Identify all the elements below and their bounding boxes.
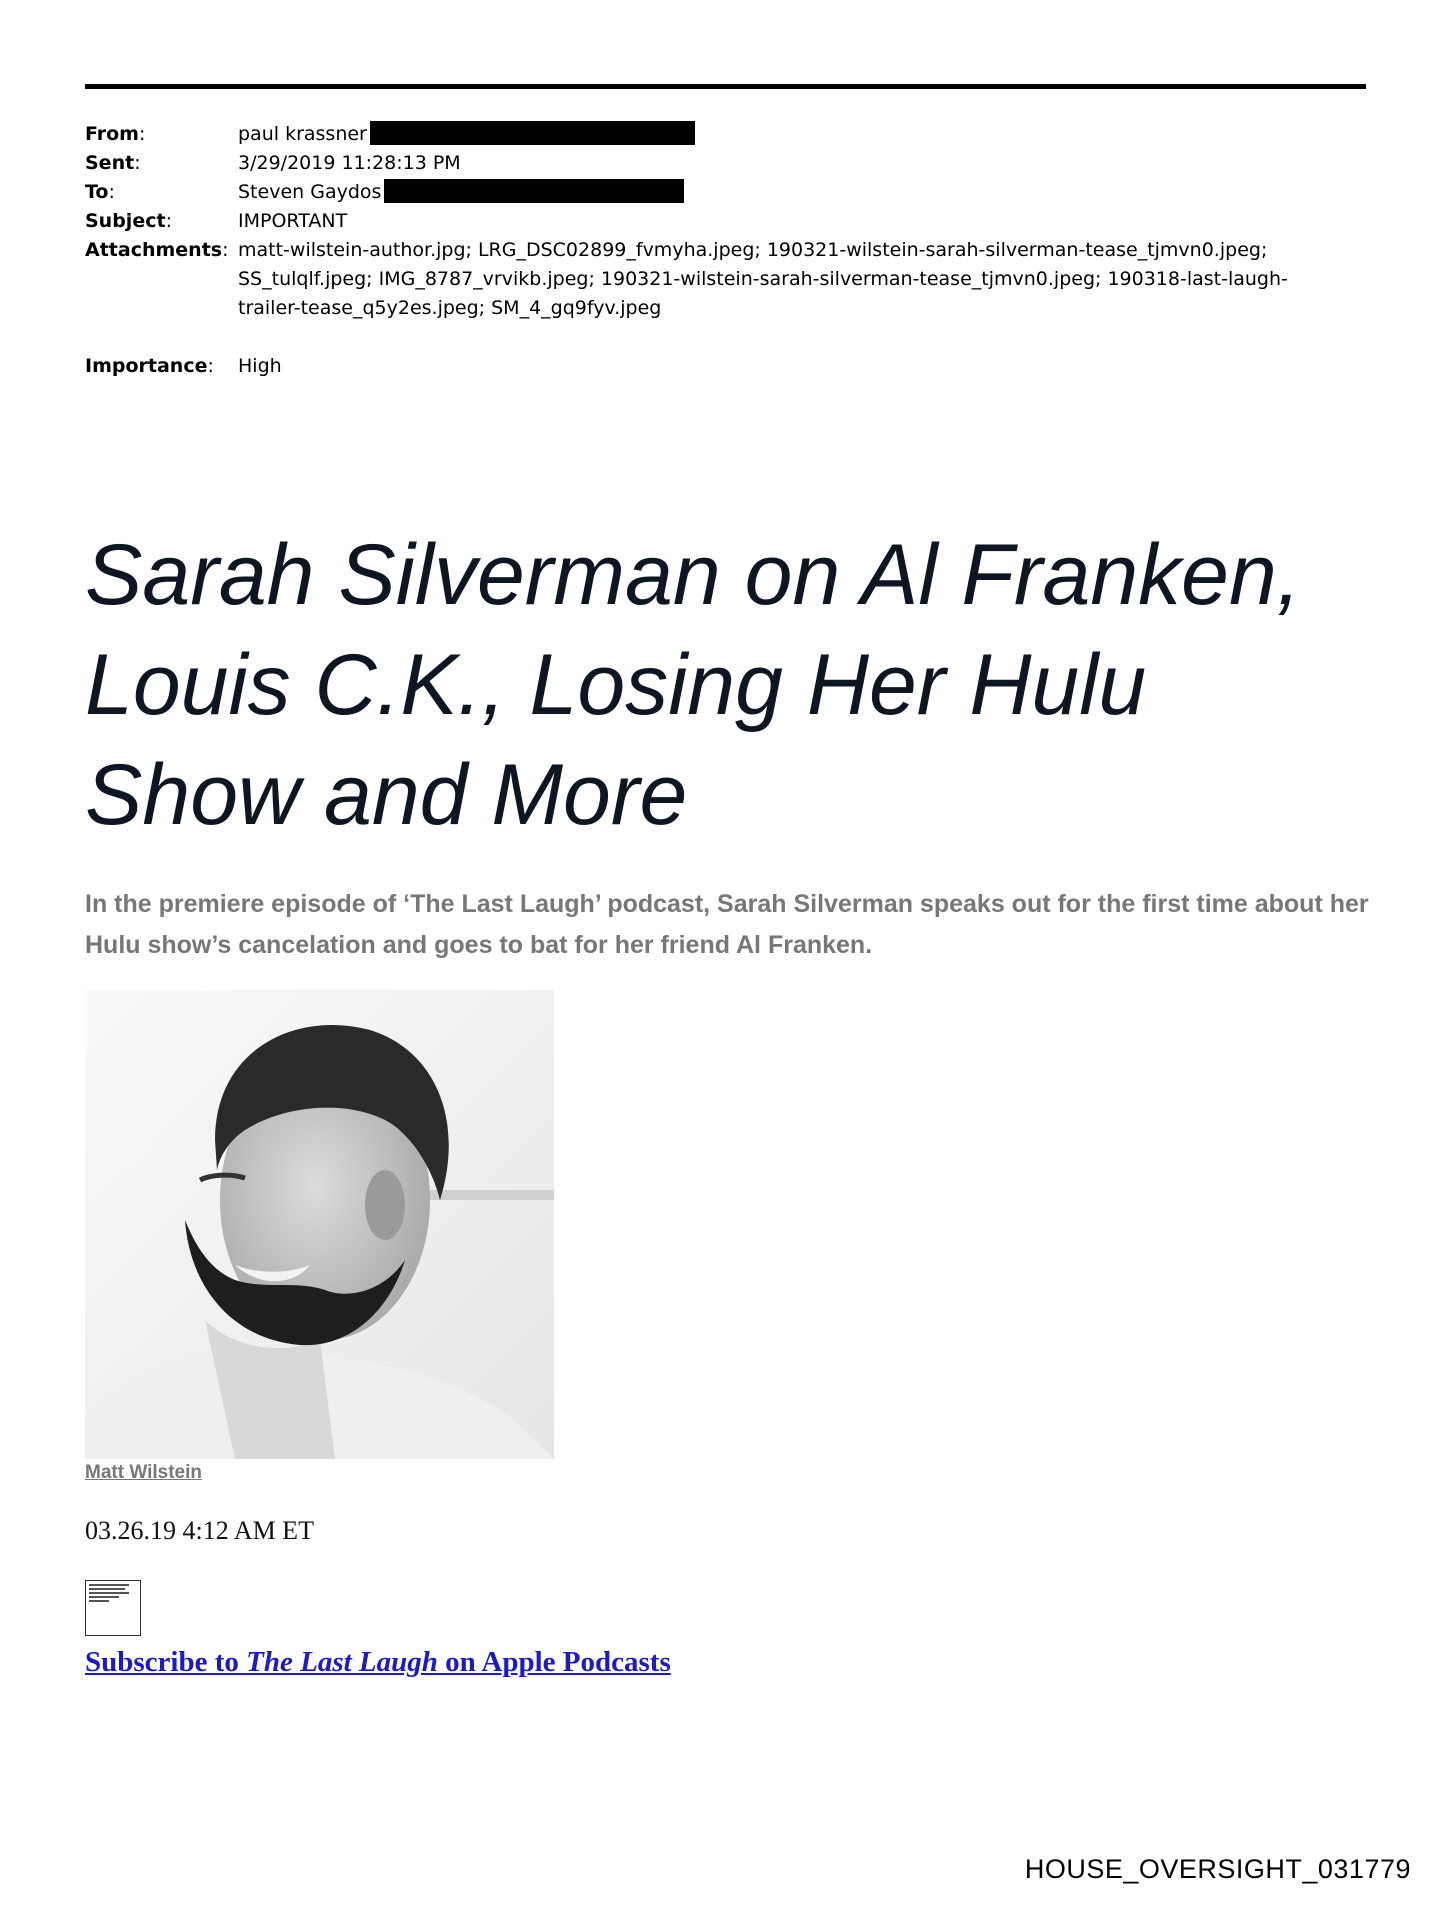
from-label: From: [85, 123, 139, 145]
sent-value: 3/29/2019 11:28:13 PM: [238, 152, 461, 174]
attachments-value: matt-wilstein-author.jpg; LRG_DSC02899_fvmyha.jpeg; 190321-wilstein-sarah-silverman-tease_tjmvn0.jpeg; SS_tulqlf.jpeg; IMG_8787_vrvikb.jpeg; 190321-wilstein-sarah-silverman-tease_tjmvn0.jpeg; 190318-last-laugh-trailer-tease_q5y2es.jpeg; SM_4_gq9fyv.jpeg: [238, 239, 1288, 319]
broken-image-placeholder: [85, 1580, 141, 1636]
article-dateline: 03.26.19 4:12 AM ET: [85, 1516, 314, 1545]
email-header: [85, 120, 1366, 381]
top-rule: [85, 84, 1366, 89]
subject-row: Subject: IMPORTANT: [85, 207, 1366, 236]
subject-value: IMPORTANT: [238, 210, 348, 232]
to-row: To: Steven Gaydos: [85, 178, 1366, 207]
sent-row: Sent: 3/29/2019 11:28:13 PM: [85, 149, 1366, 178]
redaction-bar: [384, 179, 684, 203]
from-row: From: paul krassner: [85, 120, 1366, 149]
sent-label: Sent: [85, 152, 135, 174]
author-byline-link[interactable]: Matt Wilstein: [85, 1462, 202, 1483]
author-photo: [85, 990, 554, 1459]
article-dek: In the premiere episode of ‘The Last Laugh’ podcast, Sarah Silverman speaks out for the first time about her Hulu show’s cancelation and goes to bat for her friend Al Franken.: [85, 890, 1369, 959]
importance-row: Importance: High: [85, 352, 1366, 381]
attachments-label: Attachments: [85, 239, 223, 261]
subscribe-suffix: on Apple Podcasts: [437, 1646, 671, 1678]
to-value: Steven Gaydos: [238, 181, 382, 203]
subscribe-link[interactable]: [85, 1646, 671, 1679]
document-id: HOUSE_OVERSIGHT_031779: [1024, 1854, 1411, 1884]
importance-value: High: [238, 355, 282, 377]
importance-label: Importance: [85, 355, 208, 377]
subject-label: Subject: [85, 210, 166, 232]
subscribe-prefix: Subscribe to: [85, 1646, 247, 1678]
attachments-row: Attachments: matt-wilstein-author.jpg; LRG_DSC02899_fvmyha.jpeg; 190321-wilstein-sarah-silverman-tease_tjmvn0.jpeg; SS_tulqlf.jpeg; IMG_8787_vrvikb.jpeg; 190321-wilstein-sarah-silverman-tease_tjmvn0.jpeg; 190318-last-laugh-trailer-tease_q5y2es.jpeg; SM_4_gq9fyv.jpeg: [85, 236, 1366, 323]
subscribe-show-name: The Last Laugh: [246, 1646, 438, 1678]
from-value: paul krassner: [238, 123, 367, 145]
article-headline: Sarah Silverman on Al Franken, Louis C.K., Losing Her Hulu Show and More: [85, 527, 1301, 843]
to-label: To: [85, 181, 109, 203]
redaction-bar: [370, 121, 695, 145]
